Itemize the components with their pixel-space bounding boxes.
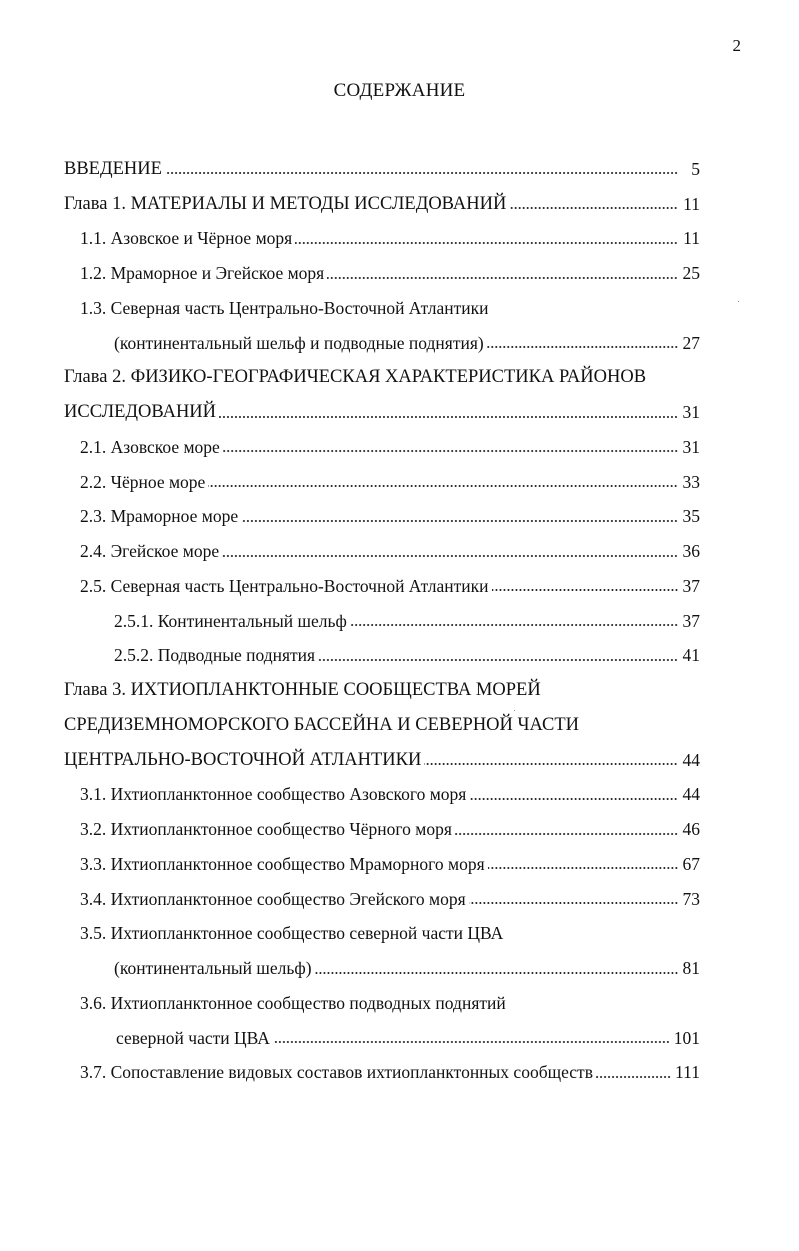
scan-speck — [514, 710, 515, 711]
toc-entry-3-3[interactable] — [80, 847, 700, 882]
dot-leader — [273, 1040, 670, 1044]
dot-leader — [318, 658, 678, 662]
scan-speck — [738, 301, 739, 302]
toc-entry-label: 2.5.1. Континентальный шельф — [114, 610, 347, 631]
toc-entry-label: (континентальный шельф и подводные поднятия) — [114, 332, 484, 353]
toc-entry-page: 36 — [682, 541, 700, 562]
toc-entry-label: ИССЛЕДОВАНИЙ — [64, 402, 217, 423]
toc-entry-label: 2.4. Эгейское море — [80, 541, 220, 562]
toc-entry-page: 37 — [682, 610, 700, 631]
toc-entry-1-3-continued[interactable] — [114, 326, 700, 361]
dot-leader — [596, 1075, 671, 1079]
toc-entry-page: 46 — [682, 819, 700, 840]
toc-entry-2-5[interactable] — [80, 569, 700, 604]
toc-entry-label: 2.5. Северная часть Центрально-Восточной Атлантики — [80, 575, 489, 596]
toc-entry-3-5-continued[interactable] — [114, 951, 700, 986]
toc-entry-label: (континентальный шельф) — [114, 958, 312, 979]
dot-leader — [222, 554, 678, 558]
toc-entry-chapter-3-continued-2[interactable] — [64, 743, 700, 778]
toc-entry-label: 3.2. Ихтиопланктонное сообщество Чёрного моря — [80, 819, 452, 840]
toc-entry-chapter-2[interactable] — [64, 361, 700, 396]
dot-leader — [241, 519, 678, 523]
toc-entry-chapter-1[interactable] — [64, 187, 700, 222]
dot-leader — [327, 276, 678, 280]
toc-entry-2-2[interactable] — [80, 465, 700, 500]
toc-entry-label: 3.7. Сопоставление видовых составов ихтиопланктонных сообществ — [80, 1062, 593, 1083]
dot-leader — [350, 623, 678, 627]
toc-entry-introduction[interactable] — [64, 152, 700, 187]
toc-entry-chapter-2-continued[interactable] — [64, 395, 700, 430]
dot-leader — [219, 415, 678, 419]
toc-entry-label: ВВЕДЕНИЕ — [64, 158, 162, 179]
dot-leader — [509, 206, 678, 210]
toc-entry-label: 2.5.2. Подводные поднятия — [114, 645, 316, 666]
toc-entry-page: 73 — [682, 888, 700, 909]
toc-entry-page: 44 — [682, 784, 700, 805]
toc-entry-label: 3.4. Ихтиопланктонное сообщество Эгейского моря — [80, 888, 466, 909]
toc-entry-page: 81 — [682, 958, 700, 979]
dot-leader — [208, 484, 678, 488]
toc-title: СОДЕРЖАНИЕ — [333, 80, 466, 101]
dot-leader — [295, 241, 678, 245]
dot-leader — [492, 588, 678, 592]
dot-leader — [424, 762, 678, 766]
toc-entry-chapter-3[interactable] — [64, 673, 700, 708]
toc-entry-label: Глава 1. МАТЕРИАЛЫ И МЕТОДЫ ИССЛЕДОВАНИЙ — [64, 193, 507, 214]
toc-entry-3-4[interactable] — [80, 882, 700, 917]
toc-entry-3-5[interactable] — [80, 917, 700, 952]
toc-entry-2-5-1[interactable] — [114, 604, 700, 639]
toc-entry-page: 31 — [682, 402, 700, 423]
dot-leader — [469, 797, 678, 801]
toc-entry-label: Глава 2. ФИЗИКО-ГЕОГРАФИЧЕСКАЯ ХАРАКТЕРИСТИКА РАЙОНОВ — [64, 367, 647, 388]
toc-entry-label: северной части ЦВА — [116, 1027, 270, 1048]
toc-entry-2-4[interactable] — [80, 534, 700, 569]
dot-leader — [487, 345, 678, 349]
dot-leader — [165, 171, 678, 175]
toc-entry-label: 3.5. Ихтиопланктонное сообщество северной части ЦВА — [80, 923, 504, 944]
toc-entry-label: 1.2. Мраморное и Эгейское моря — [80, 263, 325, 284]
dot-leader — [223, 449, 678, 453]
toc-entry-2-5-2[interactable] — [114, 639, 700, 674]
toc-entry-page: 27 — [682, 332, 700, 353]
toc-entry-label: 2.3. Мраморное море — [80, 506, 239, 527]
dot-leader — [315, 971, 678, 975]
toc-entry-page: 44 — [682, 749, 700, 770]
toc-entry-label: 3.6. Ихтиопланктонное сообщество подводных поднятий — [80, 992, 506, 1013]
toc-entry-3-7[interactable] — [80, 1056, 700, 1091]
toc-entry-page: 35 — [682, 506, 700, 527]
table-of-contents — [64, 152, 700, 1090]
dot-leader — [455, 832, 678, 836]
toc-entry-page: 31 — [682, 436, 700, 457]
toc-entry-page: 67 — [682, 853, 700, 874]
toc-entry-page: 41 — [682, 645, 700, 666]
toc-entry-1-3[interactable] — [80, 291, 700, 326]
toc-entry-2-1[interactable] — [80, 430, 700, 465]
toc-entry-page: 37 — [682, 575, 700, 596]
toc-entry-3-1[interactable] — [80, 778, 700, 813]
toc-entry-label: 3.1. Ихтиопланктонное сообщество Азовского моря — [80, 784, 467, 805]
dot-leader — [469, 901, 678, 905]
page-number: 2 — [732, 36, 741, 55]
toc-entry-3-6[interactable] — [80, 986, 700, 1021]
toc-entry-page: 11 — [683, 193, 700, 214]
toc-entry-1-2[interactable] — [80, 256, 700, 291]
toc-entry-3-6-continued[interactable] — [116, 1021, 700, 1056]
toc-entry-label: Глава 3. ИХТИОПЛАНКТОННЫЕ СООБЩЕСТВА МОРЕЙ — [64, 680, 541, 701]
toc-entry-2-3[interactable] — [80, 500, 700, 535]
toc-entry-page: 101 — [673, 1027, 700, 1048]
dot-leader — [488, 866, 678, 870]
toc-entry-3-2[interactable] — [80, 812, 700, 847]
toc-entry-page: 5 — [691, 158, 700, 179]
toc-entry-page: 111 — [675, 1062, 700, 1083]
toc-entry-page: 11 — [683, 228, 700, 249]
toc-entry-label: 2.1. Азовское море — [80, 436, 220, 457]
toc-entry-1-1[interactable] — [80, 222, 700, 257]
toc-entry-label: 3.3. Ихтиопланктонное сообщество Мраморного моря — [80, 853, 485, 874]
toc-entry-chapter-3-continued[interactable] — [64, 708, 700, 743]
toc-entry-label: 1.1. Азовское и Чёрное моря — [80, 228, 293, 249]
toc-entry-page: 25 — [682, 263, 700, 284]
toc-entry-label: СРЕДИЗЕМНОМОРСКОГО БАССЕЙНА И СЕВЕРНОЙ ЧАСТИ — [64, 714, 579, 735]
toc-entry-page: 33 — [682, 471, 700, 492]
toc-entry-label: ЦЕНТРАЛЬНО-ВОСТОЧНОЙ АТЛАНТИКИ — [64, 749, 422, 770]
toc-entry-label: 2.2. Чёрное море — [80, 471, 206, 492]
toc-entry-label: 1.3. Северная часть Центрально-Восточной Атлантики — [80, 297, 489, 318]
